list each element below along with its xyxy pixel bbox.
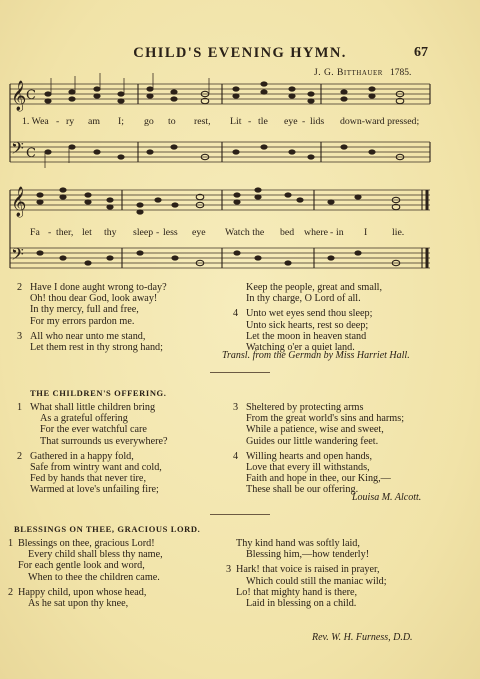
lyric-syllable: lids [310,116,325,127]
lyric-syllable: I; [118,116,124,127]
hymn2-heading: THE CHILDREN'S OFFERING. [30,388,167,398]
section-divider [210,372,270,373]
verse-line: Hark! that voice is raised in prayer, [236,564,380,576]
verse-line: What shall little children bring [30,402,156,413]
hymn3-attribution: Rev. W. H. Furness, D.D. [312,632,413,643]
lyric-syllable: Lit [230,116,242,127]
verse-line: These shall be our offering. [246,484,359,496]
verse-number: 3 [17,330,23,342]
bass-staff-2 [10,244,430,268]
verse-number: 2 [17,450,23,462]
hymn3-heading: BLESSINGS ON THEE, GRACIOUS LORD. [14,524,201,534]
verse-line: Faith and hope in thee, our King,— [246,473,391,485]
verse-line: Keep the people, great and small, [246,282,383,293]
page-number: 67 [414,45,428,60]
verse-2 [17,282,167,327]
verse-3 [226,564,387,610]
verse-number: 1 [17,402,23,413]
verse-line: Guides our little wandering feet. [246,435,379,447]
verse-2 [17,450,168,496]
verse-line: Gathered in a happy fold, [30,450,134,462]
verse-line: Blessing him,—how tenderly! [246,549,370,561]
verse-line: For each gentle look and word, [18,560,145,572]
lyric-syllable: ry [66,116,75,127]
verse-2 [8,586,163,610]
lyric-syllable: I [364,227,368,238]
verse-number: 2 [8,586,14,598]
section-divider [210,514,270,515]
hymn-title: CHILD'S EVENING HYMN. [133,45,347,61]
lyric-syllable: - [56,116,60,127]
hymn3-left-column [8,538,163,610]
verse-line: Have I done aught wrong to-day? [30,282,167,293]
verse-number: 3 [226,564,232,576]
svg-text:𝄞: 𝄞 [11,81,27,111]
bass-staff-1 [10,138,430,162]
verse-number: 2 [17,282,23,293]
verse-line: In thy charge, O Lord of all. [246,293,361,305]
verse-line: Laid in blessing on a child. [246,598,357,610]
verse-line: Blessings on thee, gracious Lord! [18,538,155,549]
lyric-syllable: bed [280,227,295,238]
composer-year: 1785. [390,68,412,78]
lyric-syllable: to [168,116,176,127]
lyric-syllable: - [156,227,160,238]
svg-text:𝄞: 𝄞 [11,187,27,217]
lyric-syllable: rest, [194,116,211,127]
lyric-syllable: less [163,227,178,238]
verse-line: For the ever watchful care [40,424,147,436]
verse-line: Lo! that mighty hand is there, [236,586,358,598]
verse-3 [233,402,405,447]
verse-line: From the great world's sins and harms; [246,413,405,425]
lyric-syllable: lie. [392,227,405,238]
hymn1-left-column [17,282,167,354]
treble-staff-1 [10,80,430,112]
lyric-syllable: - [48,227,52,238]
verse-line: Warmed at love's unfailing fire; [30,484,159,496]
verse-line: Unto wet eyes send thou sleep; [246,308,373,320]
lyric-syllable: Watch the [225,227,265,238]
lyric-syllable: down-ward pressed; [340,116,420,127]
hymn1-attribution: Transl. from the German by Miss Harriet Hall. [222,350,410,361]
svg-text:C: C [26,146,36,161]
lyric-syllable: let [82,227,92,238]
composer-name: J. G. Bitthauer [314,68,383,78]
lyric-syllable: tle [258,116,268,127]
verse-line: Oh! thou dear God, look away! [30,293,158,305]
verse-line: Willing hearts and open hands, [246,450,373,462]
music-notation [0,0,480,300]
verse-line: As a grateful offering [40,413,128,425]
lyric-syllable: eye [192,227,206,238]
lyric-syllable: 1. Wea [22,116,49,127]
verse-line: Happy child, upon whose head, [18,586,147,598]
verse-line: For my errors pardon me. [30,315,135,327]
verse-line: While a patience, wise and sweet, [246,424,384,436]
lyric-syllable: go [144,116,154,127]
verse-line: Every child shall bless thy name, [28,549,163,561]
verse-1 [17,402,168,447]
verse-line: As he sat upon thy knee, [28,598,129,610]
verse-2-continued [236,538,387,560]
verse-4 [233,308,382,354]
verse-line: Let the moon in heaven stand [246,330,367,342]
verse-number: 1 [8,538,14,549]
lyric-syllable: - [248,116,252,127]
verse-number: 4 [233,450,239,462]
verse-3-continued [246,282,382,304]
verse-line: Which could still the maniac wild; [246,575,387,587]
verse-line: In thy mercy, full and free, [30,304,139,316]
lyric-syllable: ther, [56,227,74,238]
lyric-syllable: eye [284,116,298,127]
lyric-syllable: am [88,116,100,127]
hymn3-right-column [226,538,387,610]
verse-1 [8,538,163,583]
verse-line: Thy kind hand was softly laid, [236,538,360,549]
treble-staff-2 [10,186,430,218]
lyric-syllable: - [302,116,306,127]
hymn2-left-column [17,402,168,496]
verse-line: Let them rest in thy strong hand; [30,342,163,354]
verse-line: Love that every ill withstands, [246,462,370,474]
lyric-syllable: in [336,227,344,238]
verse-4 [233,450,404,496]
verse-line: Safe from wintry want and cold, [30,462,162,474]
lyric-syllable: Fa [30,227,40,238]
verse-line: Watching o'er a quiet land. [246,342,355,354]
verse-line: That surrounds us everywhere? [40,435,168,447]
verse-line: Unto sick hearts, rest so deep; [246,319,369,331]
lyric-syllable: sleep [133,227,154,238]
lyric-syllable: where [304,227,328,238]
lyric-syllable: thy [104,227,117,238]
verse-number: 3 [233,402,239,413]
hymn2-attribution: Louisa M. Alcott. [352,492,422,503]
hymn1-right-column [233,282,383,354]
verse-number: 4 [233,308,239,320]
svg-text:C: C [26,88,36,103]
verse-line: Sheltered by protecting arms [246,402,364,413]
verse-line: When to thee the children came. [28,571,160,583]
svg-text:𝄢: 𝄢 [11,244,24,268]
lyric-syllable: - [330,227,334,238]
hymn2-right-column [233,402,405,496]
svg-text:𝄢: 𝄢 [11,138,24,162]
verse-3 [17,330,167,354]
verse-line: All who near unto me stand, [30,330,146,342]
verse-line: Fed by hands that never tire, [30,473,146,485]
